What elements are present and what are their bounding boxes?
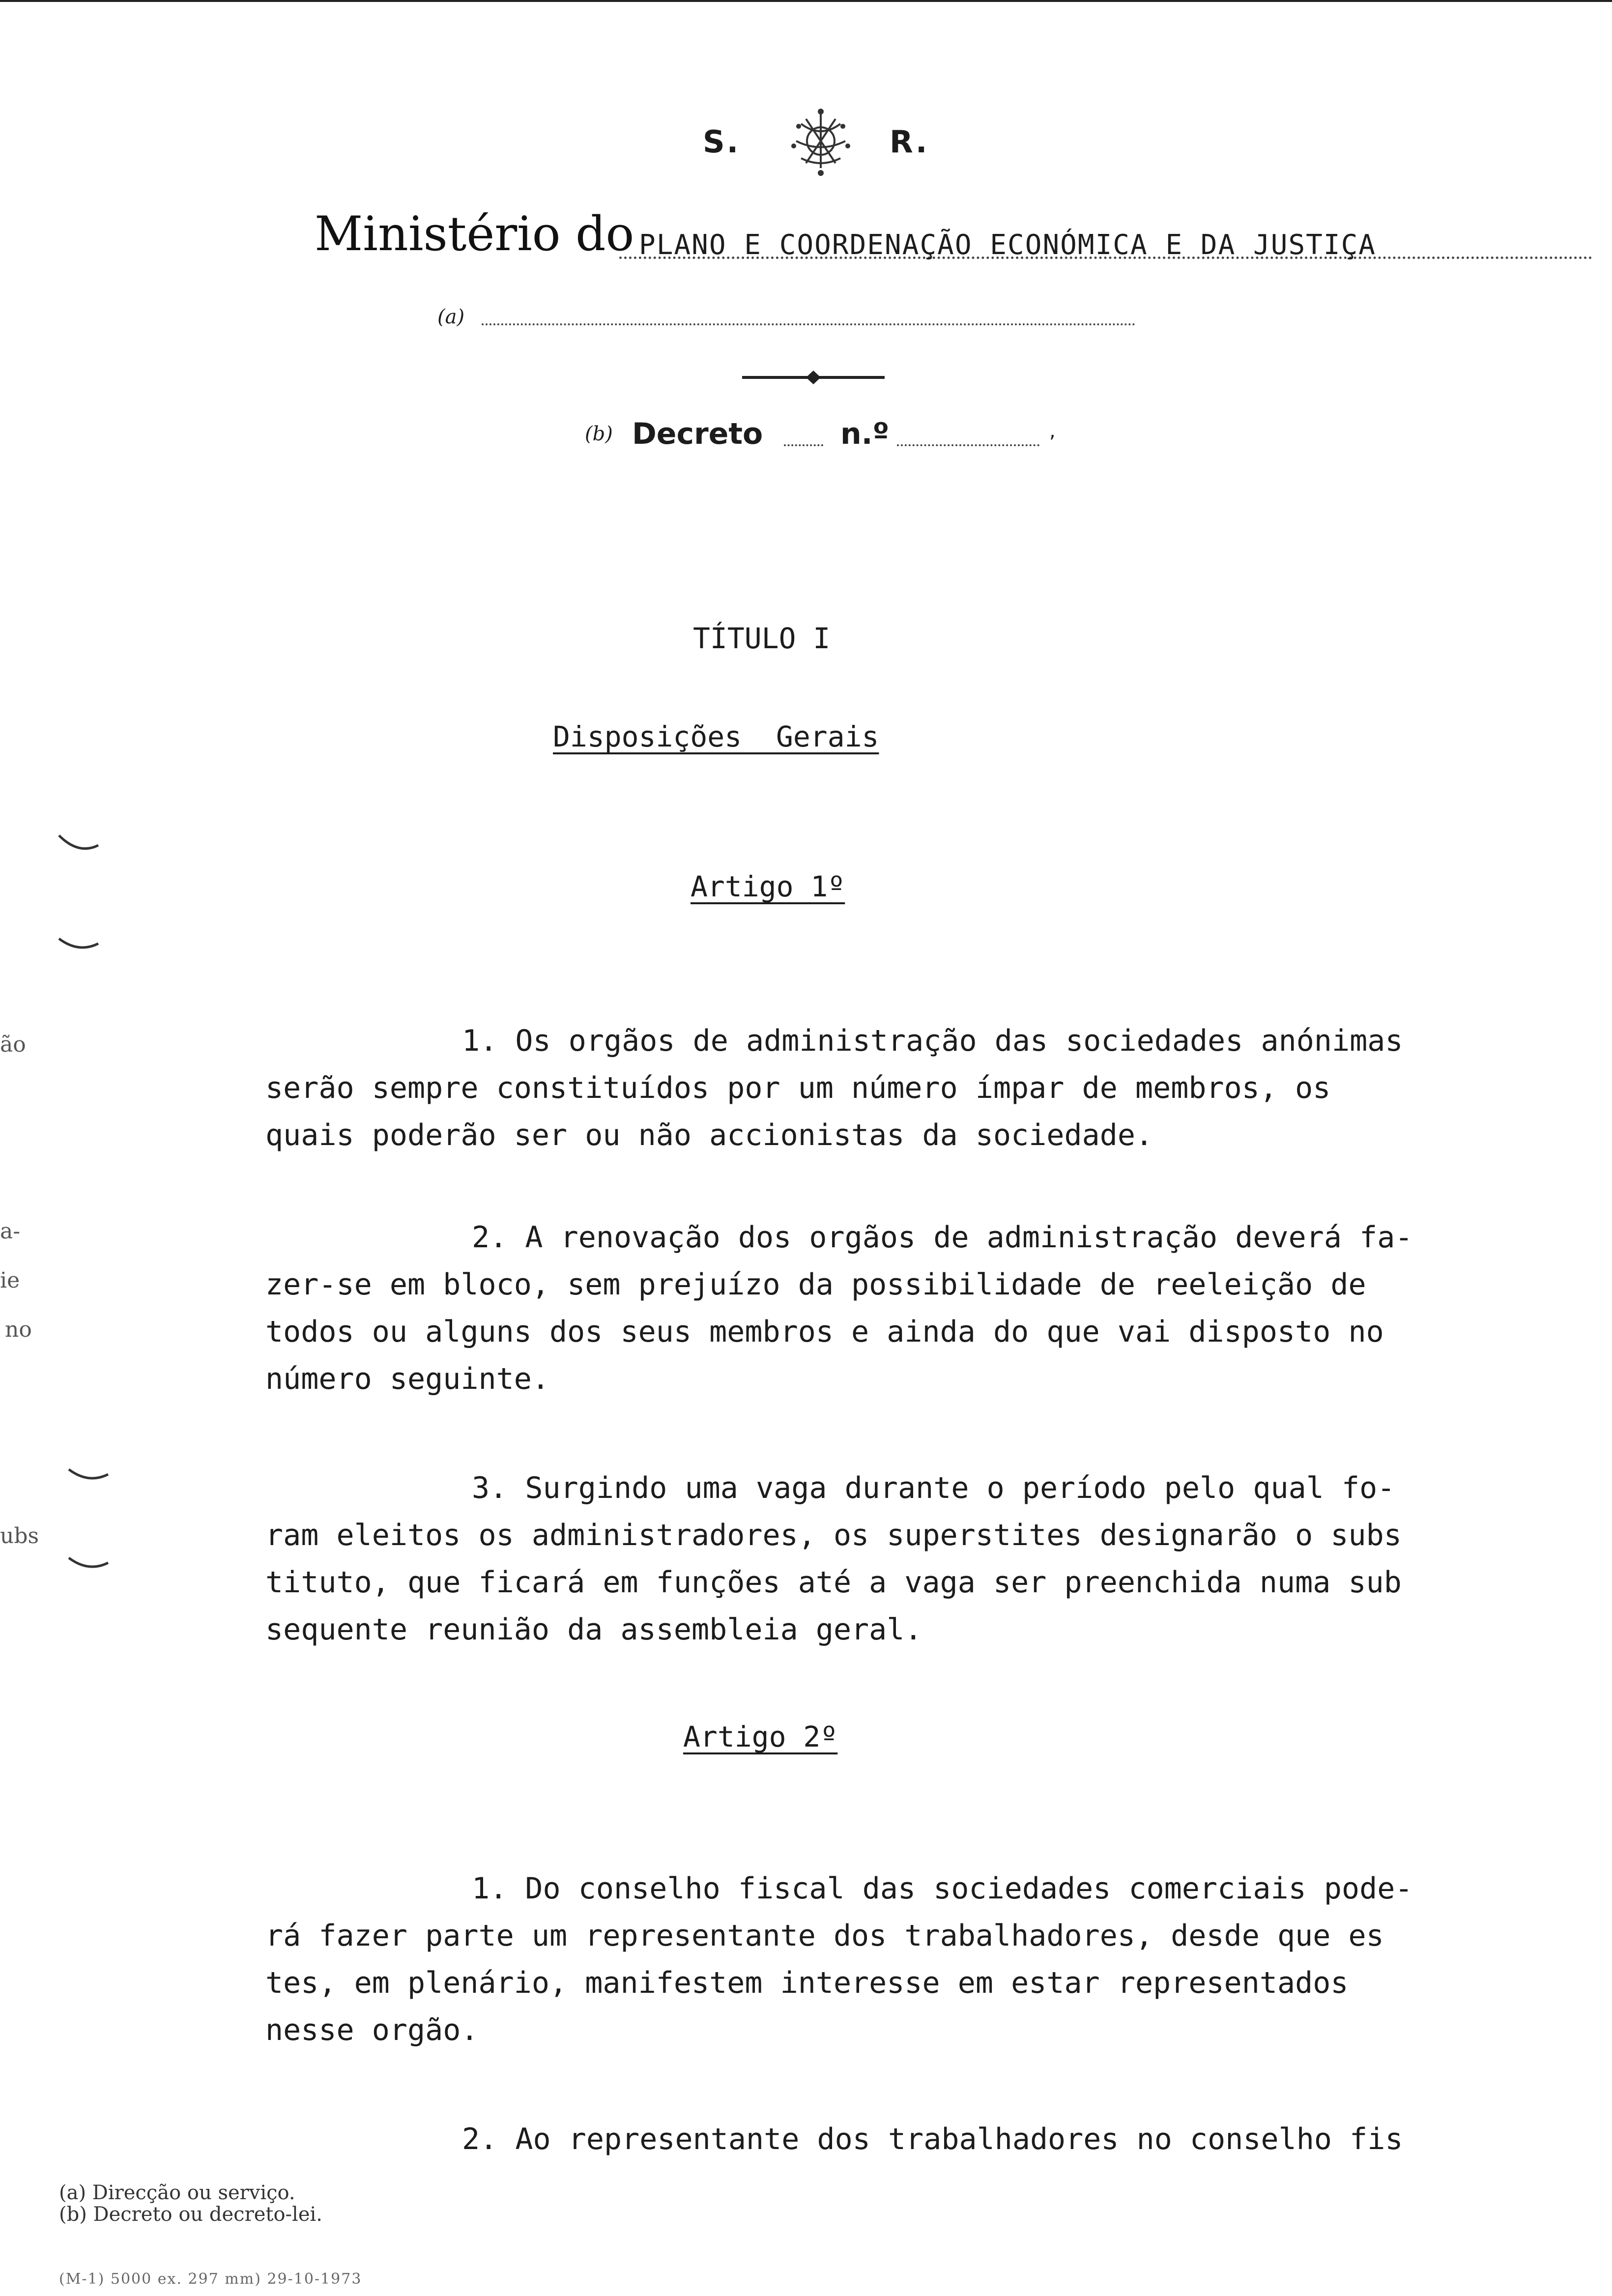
text-line: 2. A renovação dos orgãos de administração deverá fa-	[472, 1220, 1413, 1255]
margin-fragment: ão	[0, 1032, 26, 1057]
ministry-line	[315, 206, 1514, 270]
coat-of-arms-icon	[772, 104, 870, 178]
decree-line	[585, 417, 1076, 461]
decree-dotted-field	[784, 444, 823, 446]
margin-fragment: no	[5, 1317, 32, 1342]
text-line: sequente reunião da assembleia geral.	[265, 1612, 922, 1647]
footnotes	[59, 2182, 452, 2225]
decree-number-label: n.º	[840, 417, 890, 451]
printer-line: (M-1) 5000 ex. 297 mm) 29-10-1973	[59, 2270, 362, 2288]
decree-number-dotted-field	[897, 444, 1039, 446]
ornament-divider-icon	[742, 368, 885, 387]
text-line: 2. Ao representante dos trabalhadores no conselho fis	[462, 2122, 1403, 2156]
title-subtitle: Disposições Gerais	[553, 720, 879, 753]
text-line: 1. Do conselho fiscal das sociedades comerciais pode-	[472, 1871, 1413, 1906]
text-line: serão sempre constituídos por um número ímpar de membros, os	[265, 1071, 1331, 1105]
header-r-letter: R.	[890, 124, 929, 160]
direction-field	[437, 301, 1194, 335]
text-line: tituto, que ficará em funções até a vaga ser preenchida numa sub	[265, 1565, 1402, 1600]
footnote-a: (a) Direcção ou serviço.	[59, 2181, 295, 2204]
text-line: tes, em plenário, manifestem interesse em estar representados	[265, 1966, 1349, 2000]
article-1-paragraph-3	[265, 1464, 1524, 1653]
article-2-paragraph-1	[265, 1865, 1524, 2054]
margin-fragment: a-	[0, 1219, 21, 1244]
ministry-name: PLANO E COORDENAÇÃO ECONÓMICA E DA JUSTIÇA	[639, 229, 1377, 261]
margin-fragment: ubs	[0, 1523, 39, 1549]
republic-header	[698, 104, 944, 178]
ministry-label: Ministério do	[315, 206, 634, 261]
text-line: ram eleitos os administradores, os superstites designarão o subs	[265, 1518, 1402, 1552]
text-line: quais poderão ser ou não accionistas da sociedade.	[265, 1118, 1153, 1152]
binding-hole-marks-icon	[49, 806, 108, 963]
article-1-paragraph-1	[265, 1017, 1524, 1159]
article-2-paragraph-2	[265, 2116, 1524, 2163]
article-1-heading: Artigo 1º	[691, 870, 845, 903]
text-line: nesse orgão.	[265, 2013, 479, 2047]
decree-marker: (b)	[585, 423, 613, 445]
decree-word: Decreto	[632, 417, 763, 451]
title-heading: TÍTULO I	[693, 622, 831, 655]
top-edge-rule	[0, 0, 1612, 2]
footnote-b: (b) Decreto ou decreto-lei.	[59, 2203, 323, 2226]
direction-dotted-line	[482, 323, 1135, 325]
text-line: 3. Surgindo uma vaga durante o período pelo qual fo-	[472, 1471, 1395, 1505]
direction-marker: (a)	[437, 306, 465, 328]
text-line: todos ou alguns dos seus membros e ainda do que vai disposto no	[265, 1315, 1384, 1349]
header-s-letter: S.	[703, 124, 741, 160]
article-2-heading: Artigo 2º	[683, 1720, 838, 1753]
decree-comma: ,	[1049, 420, 1056, 442]
text-line: rá fazer parte um representante dos trabalhadores, desde que es	[265, 1919, 1384, 1953]
margin-fragment: ie	[0, 1268, 20, 1293]
text-line: zer-se em bloco, sem prejuízo da possibilidade de reeleição de	[265, 1267, 1366, 1302]
text-line: 1. Os orgãos de administração das sociedades anónimas	[462, 1024, 1403, 1058]
article-1-paragraph-2	[265, 1214, 1524, 1403]
binding-hole-marks-lower-icon	[59, 1425, 118, 1582]
text-line: número seguinte.	[265, 1362, 549, 1396]
